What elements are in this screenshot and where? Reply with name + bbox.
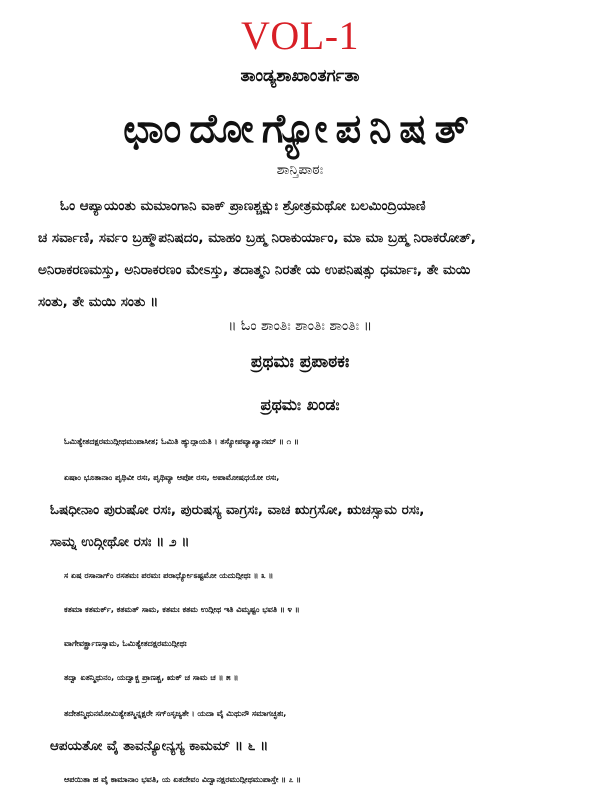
verse-line: ತದೇತನ್ಮಿಥುನಮೋಮಿತ್ಯೇತಸ್ಮಿನ್ನಕ್ಷರೇ ಸಗ್ಂಸೃಜ್ಯತೇ । ಯದಾ ವೈ ಮಿಥುನೌ ಸಮಾಗಚ್ಛತಃ, bbox=[64, 709, 287, 718]
invocation-line: ಚ ಸರ್ವಾಣಿ, ಸರ್ವಂ ಬ್ರಹ್ಮೌಪನಿಷದಂ, ಮಾಹಂ ಬ್ರಹ್ಮ ನಿರಾಕುರ್ಯಾಂ, ಮಾ ಮಾ ಬ್ರಹ್ಮ ನಿರಾಕರೋತ್, bbox=[38, 230, 476, 246]
verse-3 bbox=[50, 560, 588, 592]
verse-line: ಕತಮಾ ಕತಮರ್ಕ್, ಕತಮತ್ ಸಾಮ, ಕತಮಃ ಕತಮ ಉದ್ಗೀಥ ಇತಿ ವಿಮೃಷ್ಟಂ ಭವತಿ ॥ ೪ ॥ bbox=[64, 605, 300, 614]
verse-1 bbox=[50, 426, 588, 458]
verse-4 bbox=[50, 594, 588, 626]
upanishad-title: ಛಾಂದೋಗ್ಯೋಪನಿಷತ್ bbox=[123, 106, 477, 152]
verse-6 bbox=[50, 698, 588, 762]
verse-line: ವಾಗೇವರ್ಕ್ಪ್ರಾಣಸ್ಸಾಮ, ಓಮಿತ್ಯೇತದಕ್ಷರಮುದ್ಗೀಥಃ bbox=[64, 639, 187, 648]
verse-line: ಆಪಯತೋ ವೈ ತಾವನ್ಯೋನ್ಯಸ್ಯ ಕಾಮಮ್ ॥ ೬ ॥ bbox=[50, 738, 269, 754]
khanda-heading: ಪ್ರಥಮಃ ಖಂಡಃ bbox=[260, 395, 340, 414]
invocation-line: ಓಂ ಆಪ್ಯಾಯಂತು ಮಮಾಂಗಾನಿ ವಾಕ್ ಪ್ರಾಣಶ್ಚಕ್ಷುಃ ಶ್ರೋತ್ರಮಥೋ ಬಲಮಿಂದ್ರಿಯಾಣಿ bbox=[60, 198, 426, 214]
verse-7 bbox=[50, 764, 588, 796]
shanti-patha-heading: ಶಾನ್ತಿಪಾಠಃ bbox=[276, 162, 324, 178]
verse-line: ಓಮಿತ್ಯೇತದಕ್ಷರಮುದ್ಗೀಥಮುಪಾಸೀತ; ಓಮಿತಿ ಹ್ಯುದ್ಗಾಯತಿ । ತಸ್ಯೋಪವ್ಯಾಖ್ಯಾನಮ್ ॥ ೧ ॥ bbox=[64, 437, 299, 446]
invocation-line: ಅನಿರಾಕರಣಮಸ್ತು, ಅನಿರಾಕರಣಂ ಮೇಽಸ್ತು, ತದಾತ್ಮನಿ ನಿರತೇ ಯ ಉಪನಿಷತ್ಸು ಧರ್ಮಾಃ, ತೇ ಮಯಿ bbox=[38, 262, 471, 278]
verse-5b bbox=[50, 662, 588, 694]
invocation-paragraph bbox=[38, 190, 576, 318]
verse-line: ಓಷಧೀನಾಂ ಪುರುಷೋ ರಸಃ, ಪುರುಷಸ್ಯ ವಾಗ್ರಸಃ, ವಾಚ ಋಗ್ರಸೋ, ಋಚಸ್ಸಾಮ ರಸಃ, bbox=[50, 502, 425, 518]
verse-line: ಆಪಯಿತಾ ಹ ವೈ ಕಾಮಾನಾಂ ಭವತಿ, ಯ ಏತದೇವಂ ವಿದ್ವಾನಕ್ಷರಮುದ್ಗೀಥಮುಪಾಸ್ತೇ ॥ ೭ ॥ bbox=[64, 775, 301, 784]
tandya-shakha-line: ತಾಂಡ್ಯಶಾಖಾಂತರ್ಗತಾ bbox=[240, 66, 360, 86]
verse-5a bbox=[50, 628, 588, 660]
invocation-line: ಸಂತು, ತೇ ಮಯಿ ಸಂತು ॥ bbox=[38, 294, 159, 310]
verse-line: ತದ್ವಾ ಏತನ್ಮಿಥುನಂ, ಯದ್ವಾಕ್ಚ ಪ್ರಾಣಶ್ಚ, ಋಕ್ ಚ ಸಾಮ ಚ ॥ ೫ ॥ bbox=[64, 673, 239, 682]
prapathaka-heading: ಪ್ರಥಮಃ ಪ್ರಪಾಠಕಃ bbox=[250, 352, 350, 372]
shanti-closing: ॥ ಓಂ ಶಾಂತಿಃ ಶಾಂತಿಃ ಶಾಂತಿಃ ॥ bbox=[227, 318, 373, 334]
verse-2 bbox=[50, 462, 588, 558]
volume-heading: VOL-1 bbox=[240, 13, 360, 58]
verse-line: ಸ ಏಷ ರಸಾನಾಗ್ಂ ರಸತಮಃ ಪರಮಃ ಪರಾರ್ಧ್ಯೋಽಷ್ಟಮೋ ಯದುದ್ಗೀಥಃ ॥ ೩ ॥ bbox=[64, 571, 274, 580]
verse-line: ಸಾಮ್ನ ಉದ್ಗೀಥೋ ರಸಃ ॥ ೨ ॥ bbox=[50, 534, 190, 550]
verse-line: ಏಷಾಂ ಭೂತಾನಾಂ ಪೃಥಿವೀ ರಸಃ, ಪೃಥಿವ್ಯಾ ಆಪೋ ರಸಃ, ಅಪಾಮೋಷಧಯೋ ರಸಃ, bbox=[64, 473, 280, 482]
